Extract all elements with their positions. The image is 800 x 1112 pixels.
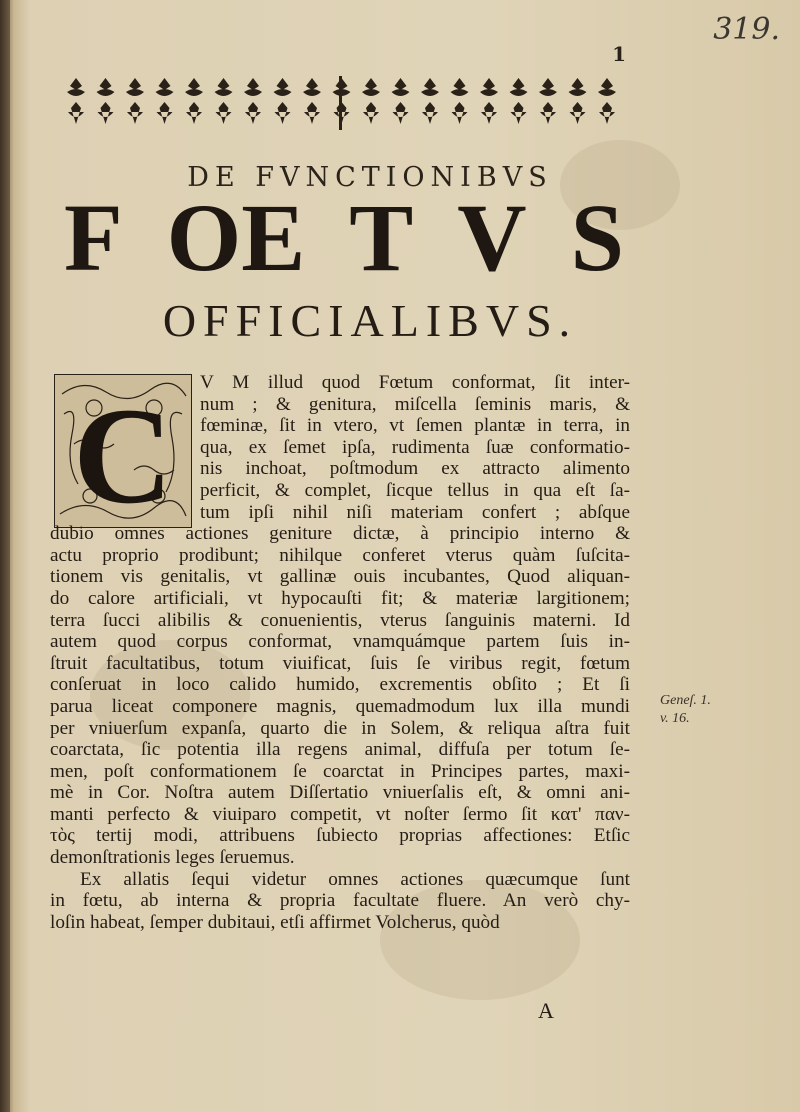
text-line: parua liceat componere magnis, quemadmodum lux illa mundi [50, 695, 630, 717]
text-line: dubio omnes actiones geniture dictæ, à principio interno & [50, 523, 630, 545]
drop-cap-letter: C [73, 379, 173, 528]
fleuron-icon [126, 78, 144, 124]
fleuron-ornament-band [58, 72, 624, 134]
heading-letter: OE [166, 184, 306, 291]
text-line: manti perfecto & viuiparo competit, vt noſter ſermo ſit κατ' παν- [50, 803, 630, 825]
text-line: mè in Cor. Noſtra autem Diſſertatio vniuerſalis eſt, & omni ani- [50, 782, 630, 804]
fleuron-icon [156, 78, 174, 124]
fleuron-icon [451, 78, 469, 124]
ornament-divider [339, 76, 342, 130]
text-line: actu proprio prodibunt; nihilque conferet vterus quàm ſuſcita- [50, 544, 630, 566]
text-line: perficit, & complet, ſicque tellus in qua eſt ſa- [200, 479, 630, 501]
text-line: coarctata, ſic potentia illa regens animal, diffuſa per totum ſe- [50, 739, 630, 761]
text-line: V M illud quod Fœtum conformat, ſit inter- [200, 372, 630, 393]
fleuron-icon [569, 78, 587, 124]
fleuron-icon [215, 78, 233, 124]
text-line: fœminæ, ſit in vtero, vt ſemen plantæ in terra, in [200, 415, 630, 437]
text-line: num ; & genitura, miſcella ſeminis maris, & [200, 393, 630, 415]
page-number: 1 [612, 42, 626, 66]
fleuron-icon [598, 78, 616, 124]
fleuron-icon [274, 78, 292, 124]
text-line: tum ipſi nihil niſi materiam confert ; abſque [200, 501, 630, 523]
body-text [50, 372, 630, 933]
fleuron-icon [362, 78, 380, 124]
fleuron-icon [67, 78, 85, 124]
text-line: conſeruat in loco calido humido, excrementis obſito ; Et ſi [50, 674, 630, 696]
heading-officialibus: OFFICIALIBVS. [162, 295, 578, 346]
fleuron-icon [244, 78, 262, 124]
text-line: Ex allatis ſequi videtur omnes actiones quæcumque ſunt [80, 868, 630, 890]
text-line: men, poſt conformationem ſe coarctat in Principes partes, maxi- [50, 760, 630, 782]
fleuron-icon [480, 78, 498, 124]
fleuron-icon [392, 78, 410, 124]
fleuron-icon [185, 78, 203, 124]
handwritten-folio-number: 319. [713, 12, 780, 47]
margin-note-line: v. 16. [660, 711, 690, 726]
heading-letter: F [64, 184, 123, 291]
fleuron-icon [539, 78, 557, 124]
text-line: do calore artificiali, vt hypocauſti fit; & materiæ largitionem; [50, 587, 630, 609]
text-line: demonſtrationis leges ſeruemus. [50, 847, 295, 869]
text-line: τὸς tertij modi, attribuens ſubiecto proprias affectiones: Etſic [50, 825, 630, 847]
text-line: qua, ex ſemet ipſa, rudimenta ſuæ conformatio- [200, 436, 630, 458]
heading-letter: S [570, 184, 624, 291]
text-line: in fœtu, ab interna & propria facultate fluere. An verò chy- [50, 890, 630, 912]
heading-foetus [64, 184, 624, 291]
catchword: A [538, 998, 554, 1023]
margin-note-line: Geneſ. 1. [660, 693, 711, 708]
text-line: ſtruit facultatibus, totum viuificat, ſuis ſe viribus regit, fœtum [50, 652, 630, 674]
text-line: per vniuerſum expanſa, quarto die in Solem, & reliqua aſtra fuit [50, 717, 630, 739]
text-line: nis inchoat, poſtmodum ex attracto alimento [200, 458, 630, 480]
heading-letter: V [457, 184, 527, 291]
margin-note [660, 692, 720, 728]
text-line: autem quod corpus conformat, vnamquámque partem ſuis in- [50, 631, 630, 653]
text-line: loſin habeat, ſemper dubitaui, etſi affirmet Volcherus, quòd [50, 911, 500, 933]
fleuron-icon [97, 78, 115, 124]
heading-letter: T [349, 184, 414, 291]
text-line: tionem vis genitalis, vt gallinæ ouis incubantes, Quod aliquan- [50, 566, 630, 588]
fleuron-icon [510, 78, 528, 124]
fleuron-icon [303, 78, 321, 124]
heading-de-functionibus: DE FVNCTIONIBVS [187, 162, 553, 193]
fleuron-icon [421, 78, 439, 124]
text-line: terra ſucci alibilis & conuenientis, vterus ſanguinis materni. Id [50, 609, 630, 631]
